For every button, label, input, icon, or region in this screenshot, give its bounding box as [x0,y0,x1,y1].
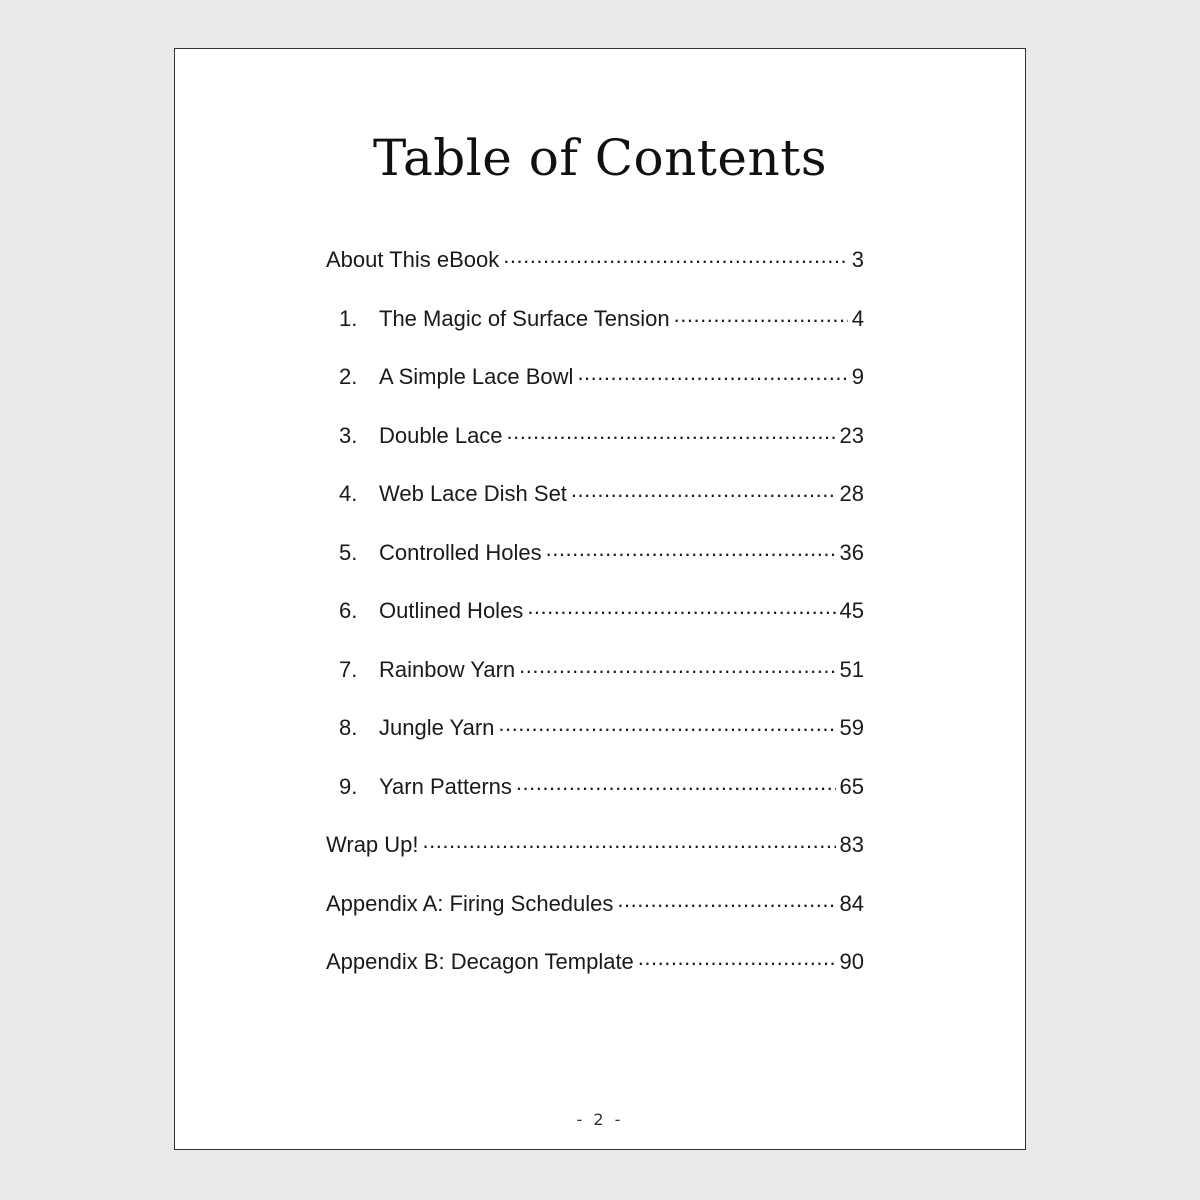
dot-leader [571,479,836,501]
toc-entry-page: 84 [839,890,864,916]
toc-entry-appendix-b[interactable] [326,933,864,992]
toc-entry-label: Appendix A: Firing Schedules [326,890,614,916]
toc-entry-label: Jungle Yarn [379,715,495,740]
toc-entry-chapter-3[interactable] [326,407,864,466]
dot-leader [503,245,847,267]
toc-entry-chapter-5[interactable] [326,524,864,583]
dot-leader [516,772,836,794]
toc-entry-number: 5. [339,539,358,565]
toc-entry-chapter-7[interactable] [326,641,864,700]
toc-entry-chapter-9[interactable] [326,758,864,817]
toc-entry-page: 28 [839,481,864,506]
toc-entry-page: 4 [851,305,864,331]
toc-entry-label: Wrap Up! [326,832,419,857]
dot-leader [519,655,835,677]
toc-entry-chapter-2[interactable] [326,348,864,407]
toc-entry-label: Outlined Holes [379,598,524,623]
toc-entry-page: 90 [839,949,864,974]
dot-leader [577,362,847,384]
dot-leader [423,830,836,852]
toc-entry-label: Double Lace [379,422,503,448]
toc-entry-page: 59 [839,715,864,740]
page-title: Table of Contents [373,129,827,187]
toc-entry-number: 8. [339,715,358,740]
toc-entry-number: 3. [339,422,358,448]
toc-entry-chapter-1[interactable] [326,290,864,349]
toc-entry-number: 4. [339,481,358,506]
toc-entry-label: Web Lace Dish Set [379,481,567,506]
table-of-contents [326,231,864,992]
toc-entry-label: About This eBook [326,247,500,272]
toc-entry-page: 3 [851,247,864,272]
toc-entry-page: 9 [851,364,864,389]
toc-entry-chapter-8[interactable] [326,699,864,758]
toc-entry-number: 7. [339,656,358,682]
toc-entry-number: 9. [339,773,358,799]
toc-entry-label: Rainbow Yarn [379,656,516,682]
toc-entry-about[interactable] [326,231,864,290]
toc-entry-label: The Magic of Surface Tension [379,305,670,331]
dot-leader [617,889,835,911]
toc-entry-page: 51 [839,656,864,682]
page-number-footer: - 2 - [576,1110,624,1129]
document-page [174,48,1026,1150]
toc-entry-label: Controlled Holes [379,539,542,565]
toc-entry-wrap-up[interactable] [326,816,864,875]
toc-entry-label: Appendix B: Decagon Template [326,949,634,974]
toc-entry-appendix-a[interactable] [326,875,864,934]
toc-entry-page: 36 [839,539,864,565]
toc-entry-page: 23 [839,422,864,448]
toc-entry-page: 65 [839,773,864,799]
toc-entry-page: 83 [839,832,864,857]
dot-leader [638,947,836,969]
toc-entry-number: 2. [339,364,358,389]
dot-leader [674,304,848,326]
toc-entry-number: 6. [339,598,358,623]
toc-entry-chapter-6[interactable] [326,582,864,641]
toc-entry-label: Yarn Patterns [379,773,512,799]
toc-entry-number: 1. [339,305,358,331]
dot-leader [527,596,835,618]
toc-entry-page: 45 [839,598,864,623]
toc-entry-chapter-4[interactable] [326,465,864,524]
dot-leader [507,421,836,443]
toc-entry-label: A Simple Lace Bowl [379,364,574,389]
dot-leader [498,713,835,735]
dot-leader [546,538,836,560]
